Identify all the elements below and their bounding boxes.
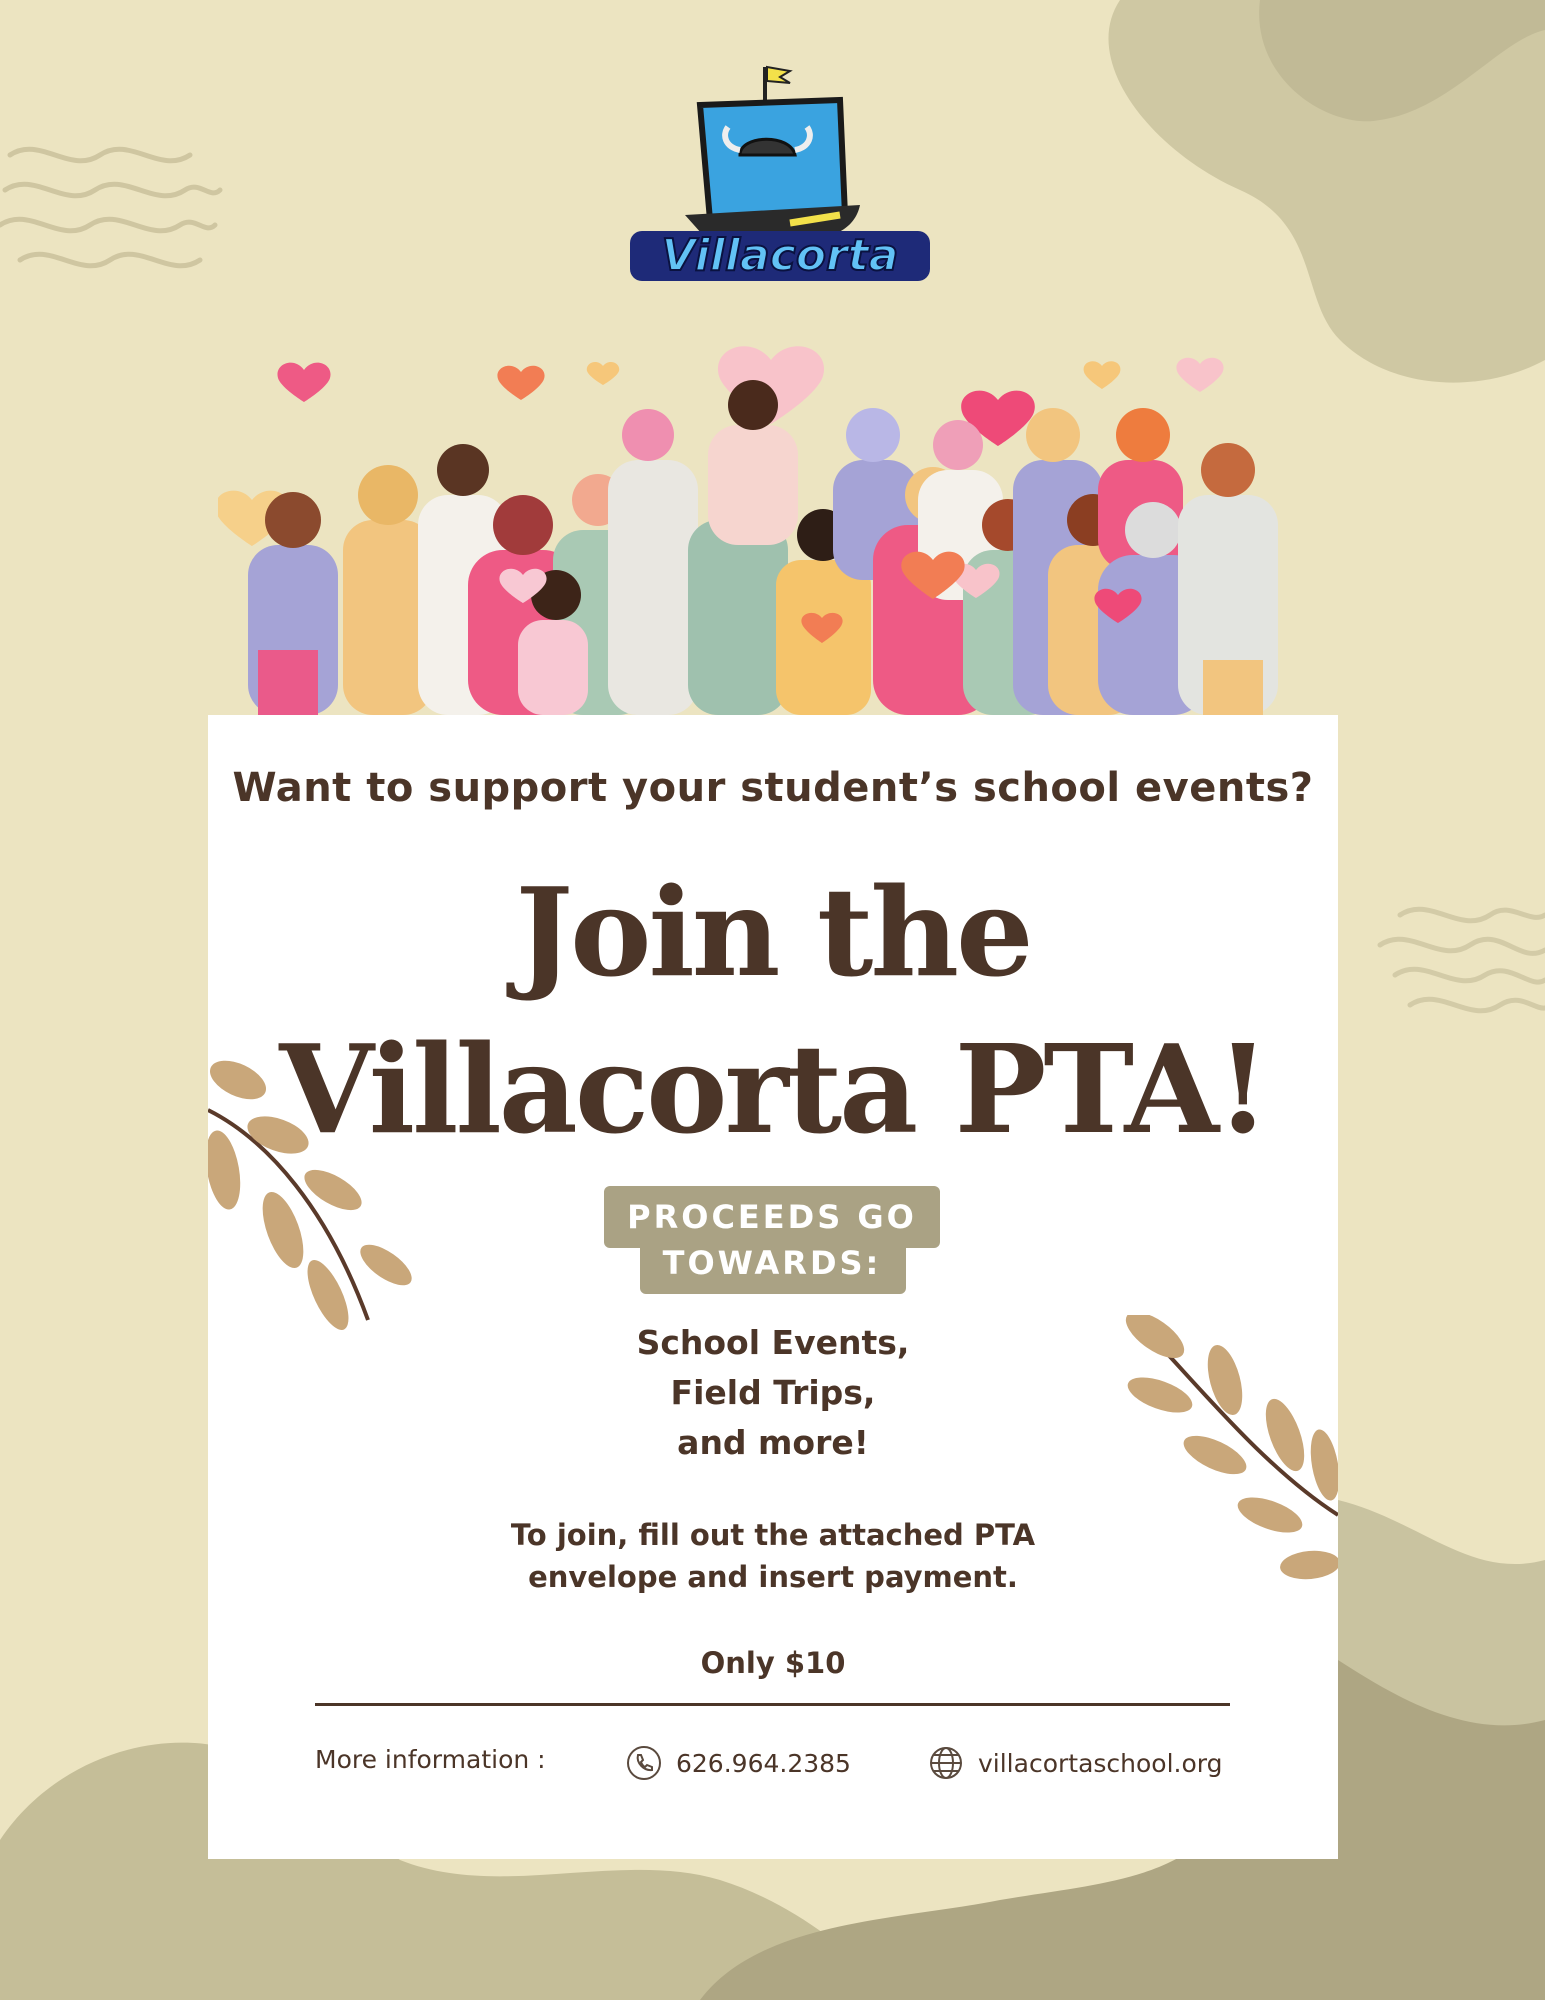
people-group [248,380,1278,715]
price: Only $10 [700,1646,846,1680]
phone-number[interactable]: 626.964.2385 [676,1748,851,1778]
list-item: and more! [677,1423,869,1462]
crowd-illustration [218,330,1328,715]
join-instructions [208,1514,1338,1598]
globe-icon [928,1745,964,1781]
headline-line-2: Villacorta PTA! [279,1017,1267,1161]
school-logo [630,55,930,285]
list-item: School Events, [636,1323,910,1362]
join-line-2: envelope and insert payment. [528,1560,1018,1594]
proceeds-badge [604,1186,940,1294]
list-item: Field Trips, [670,1373,876,1412]
join-line-1: To join, fill out the attached PTA [510,1518,1036,1552]
wave-lines-top-left [0,149,220,266]
website-contact[interactable] [928,1745,1223,1781]
phone-contact[interactable] [626,1745,851,1781]
website-link[interactable]: villacortaschool.org [978,1748,1223,1778]
more-info-label: More information : [315,1745,546,1774]
proceeds-line-1: PROCEEDS GO [627,1198,917,1236]
headline-line-1: Join the [515,860,1031,1004]
logo-text: Villacorta [661,230,899,281]
phone-icon [626,1745,662,1781]
proceeds-line-2: TOWARDS: [662,1244,882,1282]
tagline: Want to support your student’s school events? [232,765,1314,811]
wave-lines-right [1380,909,1545,1011]
proceeds-list [208,1318,1338,1468]
divider [315,1703,1230,1706]
